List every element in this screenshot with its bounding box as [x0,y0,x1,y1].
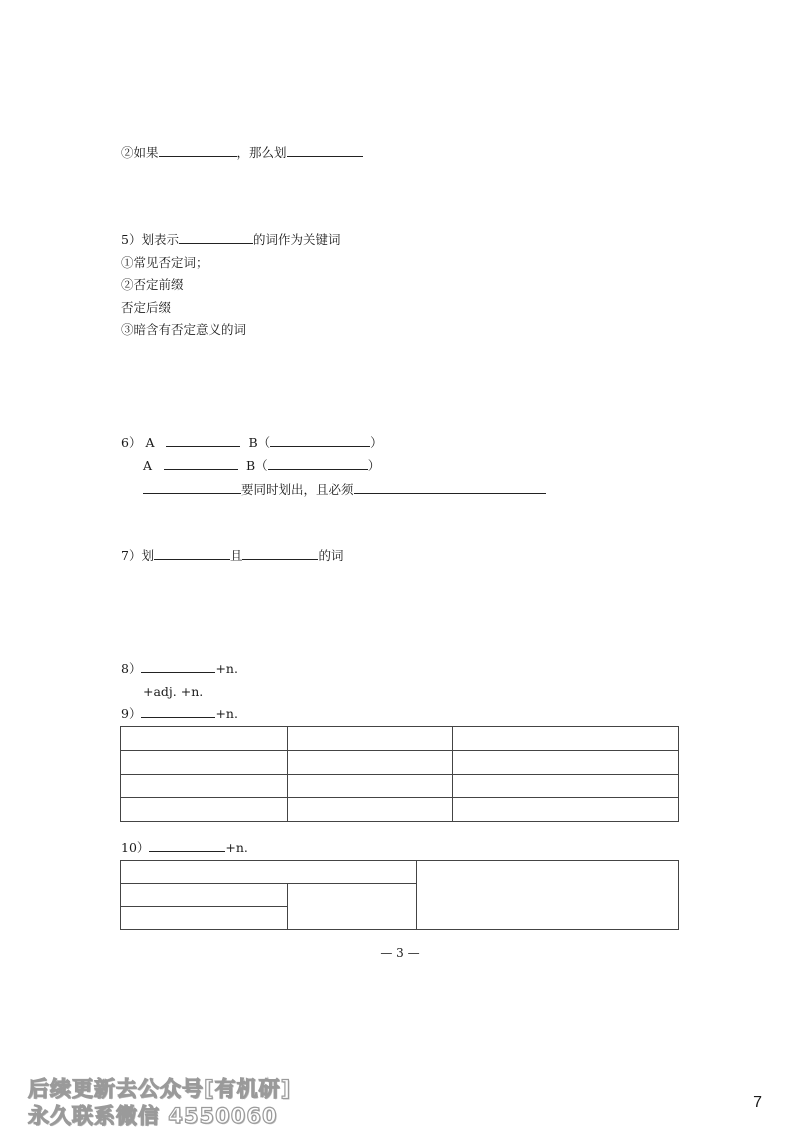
blank-9[interactable] [141,706,215,718]
item-7-head: 7）划 [121,548,154,563]
table-row [121,861,679,884]
table-cell[interactable] [453,727,679,751]
watermark-line2: 永久联系微信 4550060 [28,1104,278,1128]
item-7-mid: 且 [229,548,243,563]
item-5-sub2: ②否定前缀 [121,277,184,292]
item-6-b2: B（ [246,458,268,473]
item-8-line2: +adj. +n. [143,684,204,699]
blank-6-b1[interactable] [270,435,370,447]
item-5-sub3: 否定后缀 [121,300,172,315]
item-6-close: ） [370,435,383,450]
table-cell[interactable] [288,884,417,930]
item-6-row3 [143,482,546,498]
item-4b-pre: ②如果 [121,145,159,160]
blank-4b-1[interactable] [159,145,237,157]
item-6-num: 6） [121,435,142,450]
blank-6-a1[interactable] [166,435,240,447]
blank-6-c2[interactable] [354,482,546,494]
blank-7-2[interactable] [242,548,318,560]
table-cell[interactable] [121,798,288,822]
watermark-line1: 后续更新去公众号[有机研] [28,1077,292,1101]
item-7 [121,548,343,564]
item-7-tail: 的词 [318,548,344,563]
item-9-tail: +n. [215,706,238,721]
item-5-head: 5）划表示 [121,232,179,247]
item-5 [121,232,340,248]
table-row [121,798,679,822]
item-6-row1 [121,435,383,451]
blank-8[interactable] [141,661,215,673]
item-9 [121,706,238,722]
table-cell[interactable] [121,884,288,907]
table-cell[interactable] [453,750,679,774]
item-8-num: 8） [121,661,142,676]
item-5-tail: 的词作为关键词 [252,232,341,247]
item-6-a2: A [143,458,153,473]
table-cell[interactable] [288,750,453,774]
table-10 [120,860,679,930]
page-number: 7 [753,1094,762,1111]
table-row [121,774,679,798]
blank-5[interactable] [179,232,253,244]
item-4b-mid: ，那么划 [236,145,287,160]
item-6-b: B（ [248,435,271,450]
item-6-row3-mid: 要同时划出，且必须 [241,482,354,497]
table-9 [120,726,679,822]
table-row [121,727,679,751]
blank-7-1[interactable] [154,548,230,560]
table-cell[interactable] [417,861,679,930]
item-6-a: A [145,435,155,450]
blank-6-b2[interactable] [268,458,368,470]
table-cell[interactable] [121,750,288,774]
item-5-sub4: ③暗含有否定意义的词 [121,322,247,337]
item-6-row2 [143,458,380,474]
item-5-sub1: ①常见否定词； [121,255,209,270]
item-10-tail: +n. [225,840,248,855]
item-10-num: 10） [121,840,150,855]
table-cell[interactable] [288,727,453,751]
blank-4b-2[interactable] [287,145,363,157]
page-marker: — 3 — [380,946,420,960]
table-cell[interactable] [453,774,679,798]
table-cell[interactable] [121,727,288,751]
blank-6-c1[interactable] [143,482,241,494]
blank-6-a2[interactable] [164,458,238,470]
table-row [121,750,679,774]
item-4b [121,145,363,161]
table-cell[interactable] [288,774,453,798]
item-8 [121,661,238,677]
table-cell[interactable] [288,798,453,822]
blank-10[interactable] [149,840,225,852]
table-cell[interactable] [453,798,679,822]
item-9-num: 9） [121,706,142,721]
table-cell[interactable] [121,774,288,798]
table-cell[interactable] [121,907,288,930]
table-cell[interactable] [121,861,417,884]
item-8-tail: +n. [215,661,238,676]
item-6-close2: ） [367,458,381,473]
item-10 [121,840,248,856]
